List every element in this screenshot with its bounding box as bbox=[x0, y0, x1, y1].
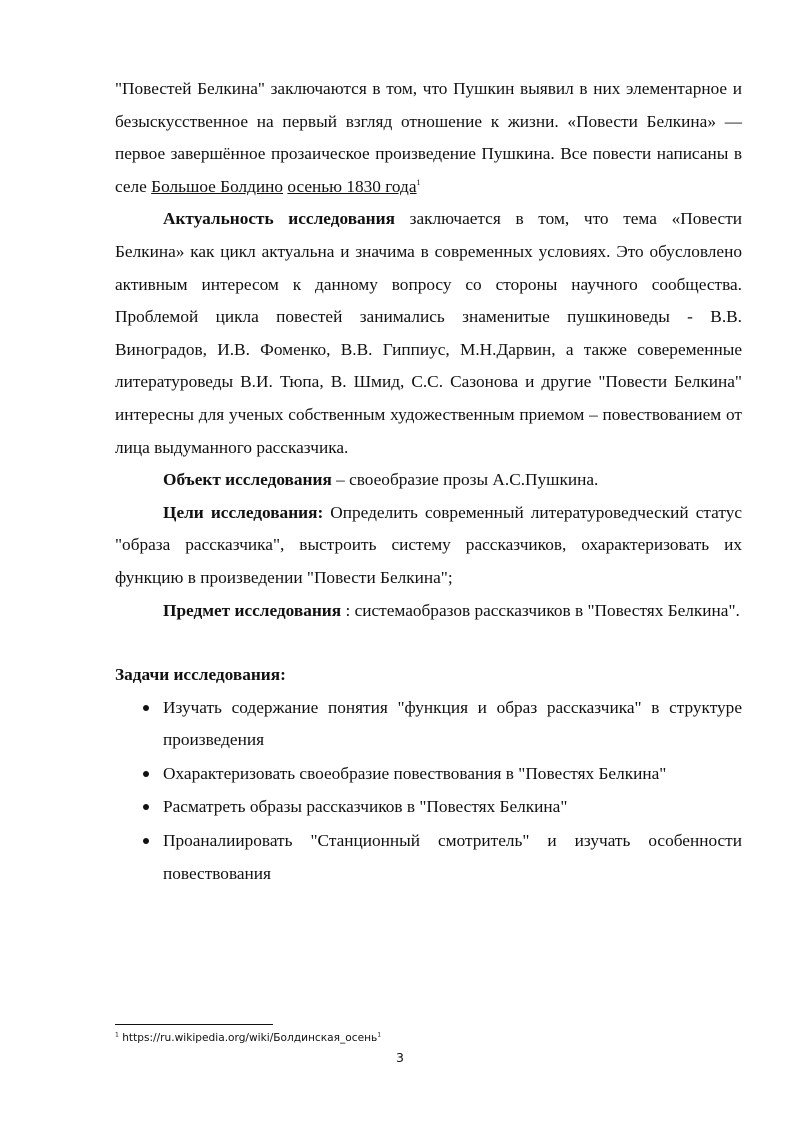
footnote bbox=[115, 1031, 381, 1045]
list-item bbox=[115, 825, 742, 890]
relevance-paragraph bbox=[115, 203, 742, 464]
object-text: – своеобразие прозы А.С.Пушкина. bbox=[331, 470, 599, 490]
tasks-heading-label: Задачи исследования: bbox=[115, 665, 286, 685]
task-text: Расматреть образы рассказчиков в "Повестях Белкина" bbox=[163, 797, 568, 817]
object-paragraph bbox=[115, 464, 742, 497]
footnote-url[interactable]: https://ru.wikipedia.org/wiki/Болдинская_осень bbox=[118, 1032, 378, 1044]
footnote-marker: 1 bbox=[115, 1031, 119, 1039]
subject-text: : системаобразов рассказчиков в "Повестях Белкина". bbox=[341, 600, 740, 620]
object-label: Объект исследования bbox=[163, 470, 332, 490]
footnote-separator bbox=[115, 1024, 273, 1025]
list-item bbox=[115, 791, 742, 824]
task-text: Проаналиировать "Станционный смотритель" и изучать особенности повествования bbox=[163, 831, 742, 883]
bullet-icon bbox=[143, 771, 149, 777]
tasks-list bbox=[115, 692, 742, 891]
goals-paragraph bbox=[115, 497, 742, 595]
intro-paragraph bbox=[115, 73, 742, 203]
task-text: Изучать содержание понятия "функция и образ рассказчика" в структуре произведения bbox=[163, 697, 742, 750]
bullet-icon bbox=[143, 804, 149, 810]
goals-text: Определить современный литературоведческий статус "образа рассказчика", выстроить систему рассказчиков, охарактеризовать их функцию в произведении "Повести Белкина"; bbox=[115, 502, 743, 587]
bullet-icon bbox=[143, 838, 149, 844]
list-item bbox=[115, 692, 742, 757]
list-item bbox=[115, 758, 742, 791]
intro-text: "Повестей Белкина" заключаются в том, что Пушкин выявил в них элементарное и безыскусственное на первый взгляд отношение к жизни. «Повести Белкина» — первое завершённое прозаическое произведение Пушкина. Все повести написаны в селе bbox=[115, 79, 742, 196]
paragraph-gap bbox=[115, 627, 742, 659]
link-bolshoe-boldino[interactable]: Большое Болдино bbox=[151, 176, 284, 196]
document-body bbox=[115, 73, 742, 891]
relevance-text: заключается в том, что тема «Повести Белкина» как цикл актуальна и значима в современных условиях. Это обусловлено активным интересом к данному вопросу со стороны научного сообщества. Проблемой цикла повестей занимались знаменитые пушкиноведы - В.В. Виноградов, И.В. Фоменко, В.В. Гиппиус, М.Н.Дарвин, а также совеременные литературоведы В.И. Тюпа, В. Шмид, С.С. Сазонова и другие "Повести Белкина" интересны для ученых собственным художественным приемом – повествованием от лица выдуманного рассказчика. bbox=[115, 209, 742, 457]
subject-label: Предмет исследования bbox=[163, 600, 342, 620]
page-number: 3 bbox=[396, 1050, 404, 1065]
tasks-heading bbox=[115, 659, 742, 692]
footnote-trailing-marker: 1 bbox=[377, 1031, 382, 1039]
goals-label: Цели исследования: bbox=[163, 502, 324, 522]
footnote-reference[interactable]: 1 bbox=[416, 178, 421, 188]
link-autumn-1830[interactable]: осенью 1830 года bbox=[287, 176, 417, 196]
bullet-icon bbox=[143, 705, 149, 711]
subject-paragraph bbox=[115, 595, 742, 628]
task-text: Охарактеризовать своеобразие повествования в "Повестях Белкина" bbox=[163, 763, 667, 783]
relevance-label: Актуальность исследования bbox=[163, 209, 395, 229]
